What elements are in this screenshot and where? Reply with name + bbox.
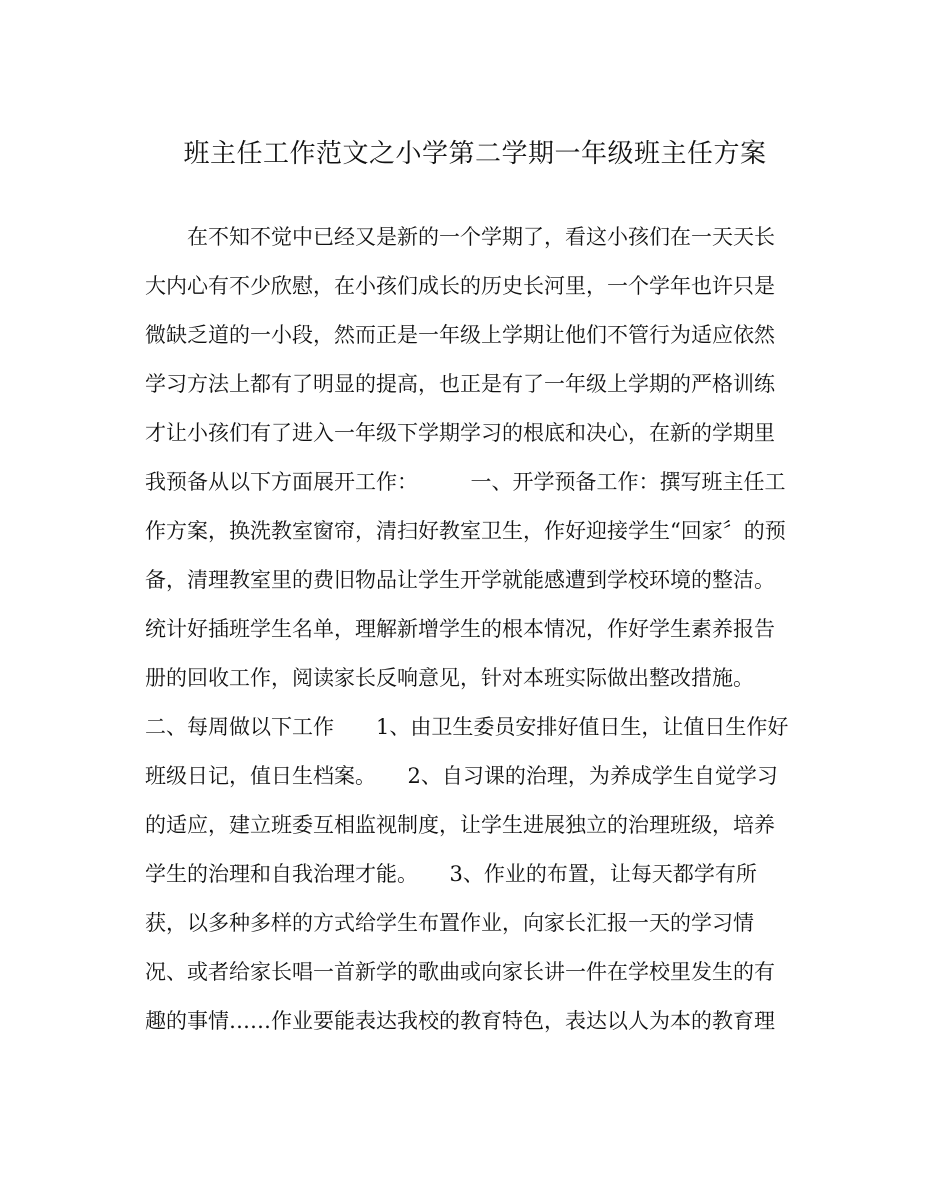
body-line: 况、或者给家长唱一首新学的歌曲或向家长讲一件在学校里发生的有	[145, 960, 775, 984]
body-line: 在不知不觉中已经又是新的一个学期了，看这小孩们在一天天长	[145, 225, 775, 249]
body-line: 才让小孩们有了进入一年级下学期学习的根底和决心，在新的学期里	[145, 421, 775, 445]
body-line: 学生的治理和自我治理才能。 3、作业的布置，让每天都学有所	[145, 862, 757, 886]
body-line: 大内心有不少欣慰，在小孩们成长的历史长河里，一个学年也许只是	[145, 274, 775, 298]
document-title: 班主任工作范文之小学第二学期一年级班主任方案	[183, 139, 767, 169]
body-line: 备，清理教室里的费旧物品让学生开学就能感遭到学校环境的整洁。	[145, 568, 775, 592]
body-line: 班级日记，值日生档案。 2、自习课的治理，为养成学生自觉学习	[145, 764, 778, 788]
body-line: 微缺乏道的一小段，然而正是一年级上学期让他们不管行为适应依然	[145, 323, 775, 347]
body-line: 册的回收工作，阅读家长反响意见，针对本班实际做出整改措施。	[145, 666, 754, 690]
document-body	[145, 213, 815, 1046]
body-line: 获，以多种多样的方式给学生布置作业，向家长汇报一天的学习情	[145, 911, 754, 935]
body-line: 二、每周做以下工作 1、由卫生委员安排好值日生，让值日生作好	[145, 715, 789, 739]
body-line: 作方案，换洗教室窗帘，清扫好教室卫生，作好迎接学生“回家〞的预	[145, 519, 786, 543]
body-line: 的适应，建立班委互相监视制度，让学生进展独立的治理班级，培养	[145, 813, 775, 837]
body-line: 趣的事情……作业要能表达我校的教育特色，表达以人为本的教育理	[145, 1009, 775, 1033]
body-line: 统计好插班学生名单，理解新增学生的根本情况，作好学生素养报告	[145, 617, 775, 641]
body-line: 学习方法上都有了明显的提高，也正是有了一年级上学期的严格训练	[145, 372, 775, 396]
body-line: 我预备从以下方面展开工作： 一、开学预备工作：撰写班主任工	[145, 470, 786, 494]
